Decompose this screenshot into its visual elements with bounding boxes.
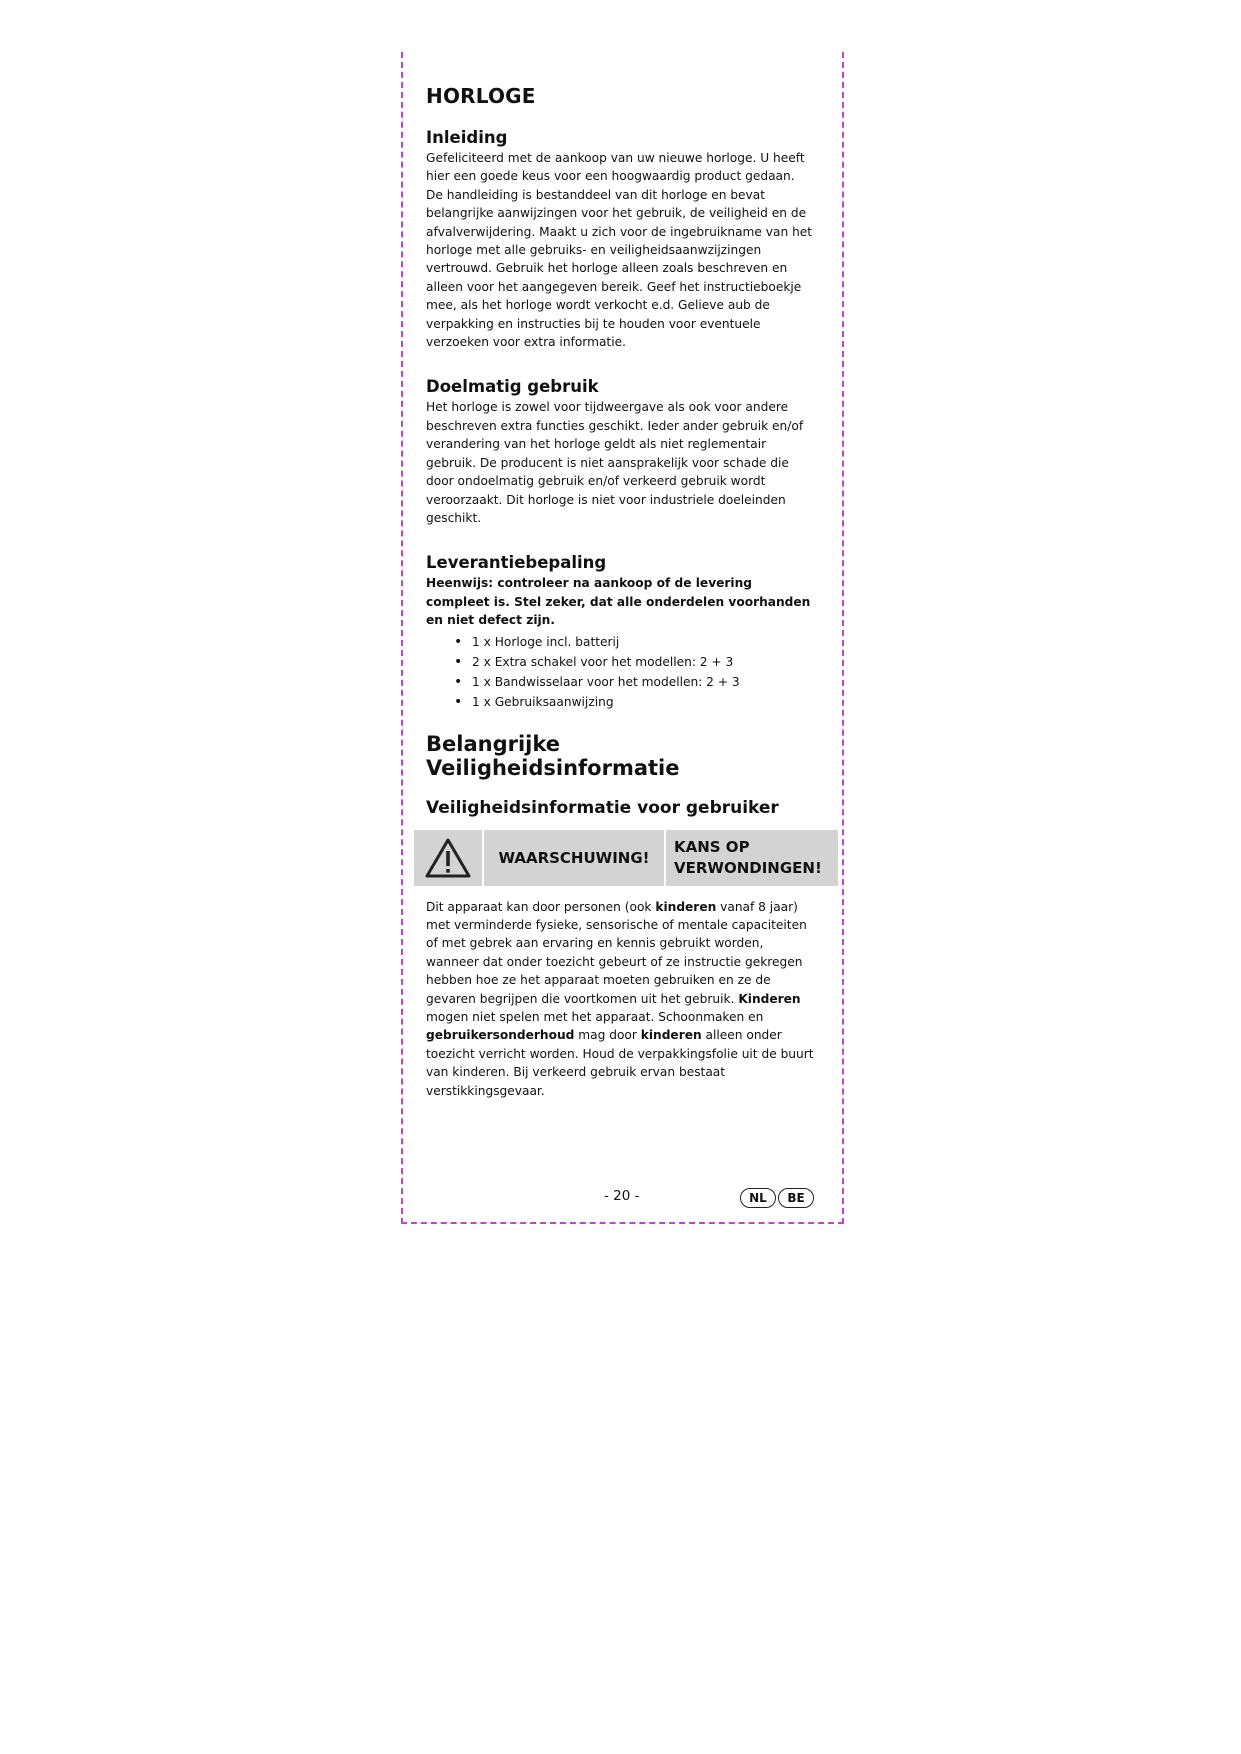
page-number: - 20 - [604,1188,640,1204]
text-span: Dit apparaat kan door personen (ook [426,899,656,914]
warning-label: WAARSCHUWING! [484,830,666,886]
page-footer [0,1188,1241,1212]
intro-paragraph-2: De handleiding is bestanddeel van dit horloge en bevat belangrijke aanwijzingen voor het gebruik, de veiligheid en de afvalverwijdering. Maakt u zich voor de ingebruikname van het horloge met alle gebruiks- en veiligheidsaanwzijzingen vertrouwd. Gebruik het horloge alleen zoals beschreven en alleen voor het aangegeven bereik. Geef het instructieboekje mee, als het horloge wordt verkocht e.d. Gelieve aub de verpakking en instructies bij te houden voor eventuele verzoeken voor extra informatie. [426,187,813,350]
language-badge-nl: NL [740,1188,776,1208]
manual-page [426,78,822,1100]
warning-triangle-icon [423,836,473,880]
bold-term: kinderen [655,899,717,914]
bold-term: Kinderen [738,991,801,1006]
list-item: • 1 x Gebruiksaanwijzing [454,692,818,712]
intro-heading: Inleiding [426,128,508,147]
risk-label: KANS OP VERWONDINGEN! [674,837,822,877]
use-heading: Doelmatig gebruik [426,377,599,397]
text-span: vanaf 8 jaar) met verminderde fysieke, sensorische of mentale capaciteiten of met gebrek aan ervaring en kennis gebruikt worden, wanneer dat onder toezicht gebeurt of ze instructie gekregen hebben hoe ze het apparaat moeten gebruiken en ze de gevaren begrijpen die voortkomen uit het gebruik. [426,899,807,1006]
list-item: • 2 x Extra schakel voor het modellen: 2 + 3 [454,652,818,672]
text-span: mag door [574,1028,641,1043]
delivery-heading: Leverantiebepaling [426,553,607,573]
safety-subheading: Veiligheidsinformatie voor gebruiker [426,797,779,818]
bold-term: gebruikersonderhoud [426,1028,575,1043]
list-item: • 1 x Bandwisselaar voor het modellen: 2 + 3 [454,672,818,692]
warning-icon-cell [414,830,484,886]
text-span: mogen niet spelen met het apparaat. Schoonmaken en [426,1009,764,1024]
use-paragraph: Het horloge is zowel voor tijdweergave als ook voor andere beschreven extra functies geschikt. Ieder ander gebruik en/of verandering van het horloge geldt als niet reglementair gebruik. De producent is niet aansprakelijk voor schade die door ondoelmatig gebruik en/of verkeerd gebruik wordt veroorzaakt. Dit horloge is niet voor industriele doeleinden geschikt. [426,400,804,525]
warning-box [414,830,838,886]
safety-heading: Belangrijke Veiligheidsinformatie [426,731,680,780]
safety-paragraph [426,898,818,1100]
delivery-note: Heenwijs: controleer na aankoop of de levering compleet is. Stel zeker, dat alle onderdelen voorhanden en niet defect zijn. [426,576,811,628]
document-title: HORLOGE [426,84,536,108]
delivery-list [426,632,818,712]
text-span: alleen onder toezicht verricht worden. Houd de verpakkingsfolie uit de buurt van kinderen. Bij verkeerd gebruik ervan bestaat verstikkingsgevaar. [426,1028,814,1098]
intro-paragraph-1: Gefeliciteerd met de aankoop van uw nieuwe horloge. U heeft hier een goede keus voor een hoogwaardig product gedaan. [426,151,805,184]
bold-term: kinderen [640,1028,702,1043]
list-item: • 1 x Horloge incl. batterij [454,632,818,652]
language-badge-be: BE [778,1188,814,1208]
